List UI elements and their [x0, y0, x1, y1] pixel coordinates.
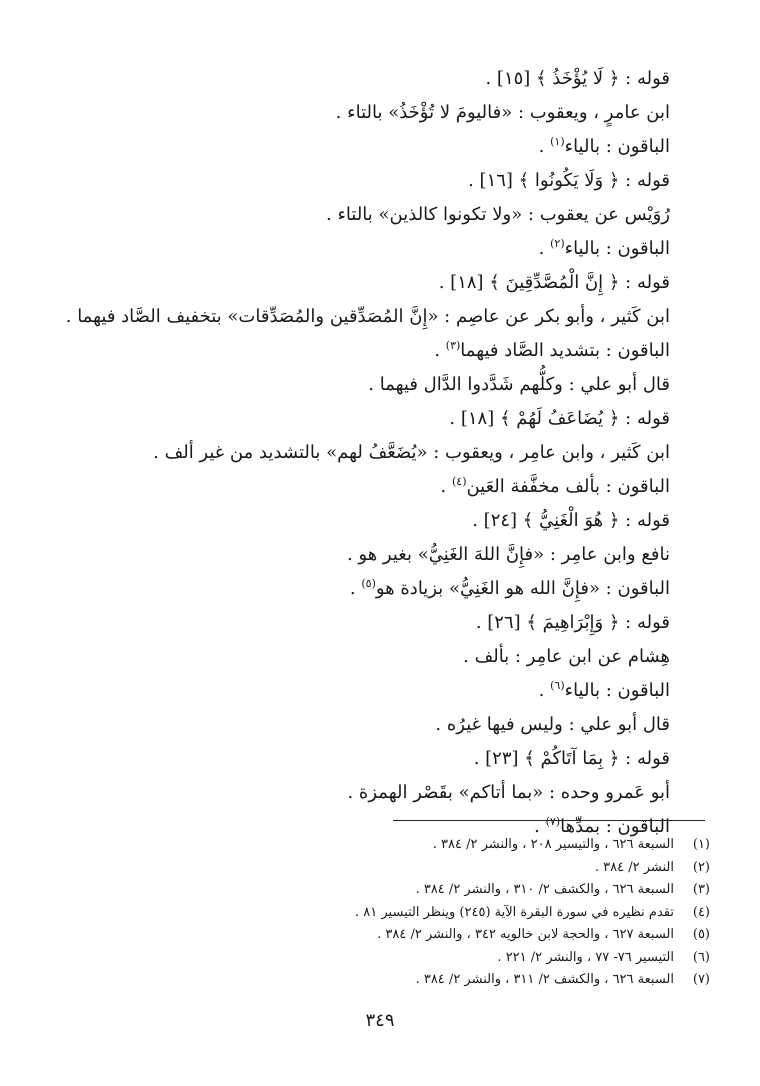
footnote	[90, 902, 710, 925]
text-line: الباقون : بتشديد الصَّاد فيهما$^{(٣)}$ .	[434, 339, 670, 361]
footnote	[90, 857, 710, 880]
footnote-text: السبعة ٦٢٦ ، والكشف ٢/ ٣١١ ، والنشر ٢/ ٣٨٤ .	[415, 972, 674, 987]
text-line: قوله : ﴿ وَلَا يَكُونُوا ﴾ [١٦] .	[468, 170, 670, 191]
footnote-text: تقدم نظيره في سورة البقرة الآية (٢٤٥) وينظر التيسير ٨١ .	[355, 904, 674, 920]
footnotes	[90, 834, 710, 992]
footnote-ref[interactable]: (٤)	[451, 475, 467, 488]
text-line: رُوَيْس عن يعقوب : «ولا تكونوا كالذين» بالتاء .	[326, 204, 670, 225]
text-line: الباقون : بالياء$^{(٢)}$ .	[538, 237, 670, 259]
footnote	[90, 879, 710, 902]
footnote-number: (١)	[692, 837, 710, 852]
text-line: الباقون : بالياء$^{(١)}$ .	[538, 135, 670, 157]
text-line: ابن كَثير ، وابن عامِر ، ويعقوب : «يُضَعَّفُ لهم» بالتشديد من غير ألف .	[153, 442, 670, 463]
text-line: قال أبو علي : وكلُّهم شَدَّدوا الدَّال فيهما .	[368, 374, 670, 395]
text-line: قوله : ﴿ وَإِبْرَاهِيمَ ﴾ [٢٦] .	[475, 612, 670, 633]
text-line: قوله : ﴿ هُوَ الْغَنِيُّ ﴾ [٢٤] .	[472, 510, 670, 531]
footnote	[90, 969, 710, 992]
footnote-ref[interactable]: (٥)	[361, 577, 376, 590]
footnote-ref[interactable]: (٧)	[545, 815, 561, 828]
footnote-number: (٥)	[692, 927, 710, 942]
footnote-ref[interactable]: (٦)	[550, 679, 565, 692]
footnote-divider	[393, 820, 705, 821]
footnote-text: السبعة ٦٢٦ ، والتيسير ٢٠٨ ، والنشر ٢/ ٣٨٤ .	[432, 837, 674, 852]
text-line: أبو عَمرو وحده : «بما أتاكم» بقَصْر الهمزة .	[347, 782, 670, 803]
text-line: الباقون : بمدِّها$^{(٧)}$ .	[534, 815, 670, 837]
footnote-number: (٦)	[692, 949, 710, 965]
footnote-number: (٤)	[692, 904, 710, 920]
footnote	[90, 834, 710, 857]
text-line: نافع وابن عامِر : «فإِنَّ اللهَ الغَنِيُّ» بغير هو .	[346, 544, 670, 565]
text-line: قوله : ﴿ بِمَا آتَاكُمْ ﴾ [٢٣] .	[473, 748, 670, 769]
footnote	[90, 947, 710, 970]
text-line: ابن عامرٍ ، ويعقوب : «فاليومَ لا تُؤْخَذُ» بالتاء .	[335, 102, 670, 123]
page-number: ٣٤٩	[365, 1010, 395, 1031]
footnote-number: (٢)	[692, 859, 710, 875]
main-text	[65, 62, 670, 844]
text-line: الباقون : «فإِنَّ الله هو الغَنِيُّ» بزيادة هو$^{(٥)}$ .	[349, 577, 670, 599]
footnote-text: التيسير ٧٦- ٧٧ ، والنشر ٢/ ٢٢١ .	[497, 949, 674, 965]
footnote-ref[interactable]: (١)	[550, 135, 565, 148]
text-line: قوله : ﴿ إِنَّ الْمُصَّدِّقِينَ ﴾ [١٨] .	[438, 272, 670, 293]
footnote-text: السبعة ٦٢٧ ، والحجة لابن خالويه ٣٤٢ ، والنشر ٢/ ٣٨٤ .	[377, 927, 674, 942]
text-line: هِشام عن ابن عامِر : بألف .	[463, 646, 670, 667]
footnote-number: (٧)	[692, 972, 710, 987]
footnote-number: (٣)	[692, 882, 710, 897]
text-line: الباقون : بالياء$^{(٦)}$ .	[538, 679, 670, 701]
footnote	[90, 924, 710, 947]
text-line: ابن كَثير ، وأبو بكر عن عاصِم : «إِنَّ المُصَدِّقين والمُصَدِّقات» بتخفيف الصَّاد فيهما .	[65, 306, 670, 327]
footnote-ref[interactable]: (٣)	[445, 339, 461, 352]
footnote-text: السبعة ٦٢٦ ، والكشف ٢/ ٣١٠ ، والنشر ٢/ ٣٨٤ .	[415, 882, 674, 897]
footnote-text: النشر ٢/ ٣٨٤ .	[594, 859, 674, 875]
text-line: الباقون : بألف مخفَّفة العَين$^{(٤)}$ .	[440, 475, 670, 497]
text-line: قوله : ﴿ يُضَاعَفُ لَهُمْ ﴾ [١٨] .	[449, 408, 670, 429]
footnote-ref[interactable]: (٢)	[550, 237, 565, 250]
text-line: قوله : ﴿ لَا يُؤْخَذُ ﴾ [١٥] .	[485, 68, 670, 89]
text-line: قال أبو علي : وليس فيها غيرُه .	[435, 714, 670, 735]
